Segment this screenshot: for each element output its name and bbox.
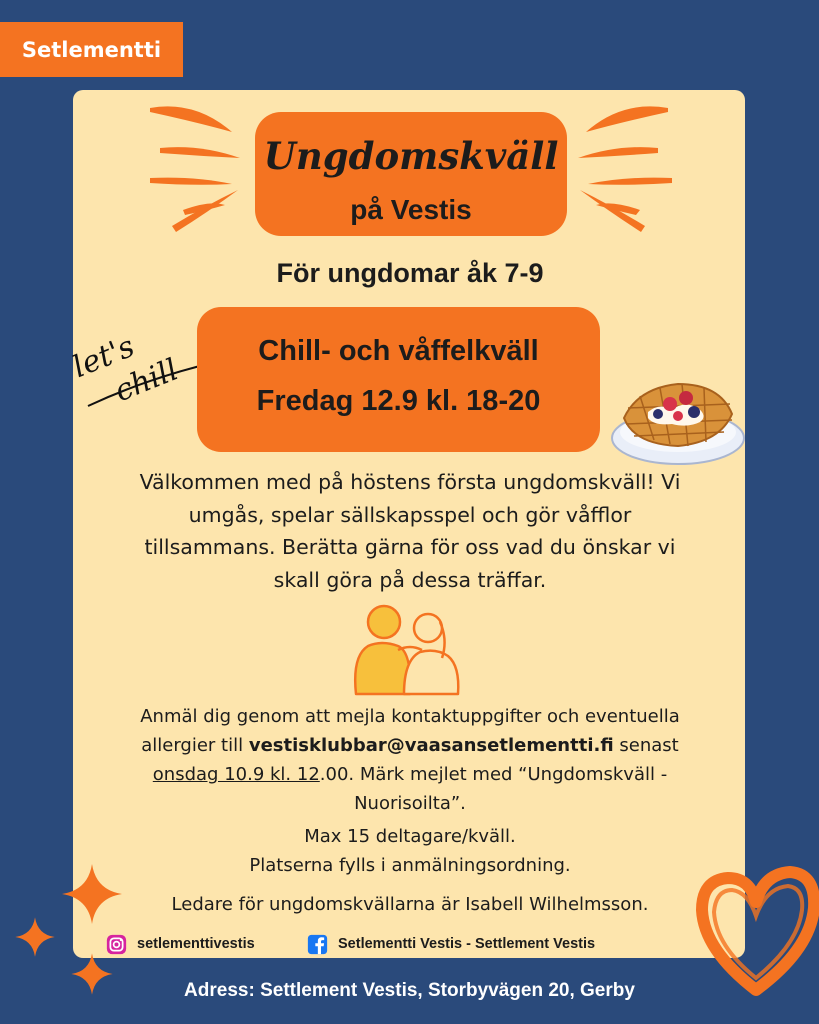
friends-illustration xyxy=(342,600,468,696)
signup-line: Anmäl dig genom att mejla kontaktuppgifter och eventuella xyxy=(140,706,680,727)
event-datetime: Fredag 12.9 kl. 18-20 xyxy=(256,385,541,417)
event-banner xyxy=(197,307,600,452)
signup-text: .00. Märk mejlet med “Ungdomskväll - xyxy=(319,764,668,785)
sparkle-icon xyxy=(14,916,56,958)
lets-chill-sticker xyxy=(68,306,218,416)
address-footer: Adress: Settlement Vestis, Storbyvägen 20, Gerby xyxy=(184,980,635,1001)
heart-icon xyxy=(694,850,819,1000)
capacity-info xyxy=(80,822,740,880)
signup-text: senast xyxy=(613,735,679,756)
capacity-line: Max 15 deltagare/kväll. xyxy=(304,826,516,847)
instagram-handle: setlementtivestis xyxy=(137,936,255,952)
page-title: Ungdomskväll xyxy=(263,134,559,178)
signup-line xyxy=(80,760,740,789)
page-subtitle: på Vestis xyxy=(350,194,472,225)
intro-line: Välkommen med på höstens första ungdomskväll! Vi xyxy=(139,470,681,494)
signup-line xyxy=(80,731,740,760)
intro-line: umgås, spelar sällskapsspel och gör våfflor xyxy=(188,502,632,527)
title-banner xyxy=(255,112,567,236)
leader-info: Ledare för ungdomskvällarna är Isabell Wilhelmsson. xyxy=(171,894,649,915)
intro-line: tillsammans. Berätta gärna för oss vad du önskar vi xyxy=(144,535,676,559)
capacity-line: Platserna fylls i anmälningsordning. xyxy=(249,855,571,876)
waffle-illustration xyxy=(608,362,748,472)
instagram-link[interactable] xyxy=(106,932,255,956)
sticker-line2: chill xyxy=(109,352,184,410)
email-link[interactable]: vestisklubbar@vaasansetlementti.fi xyxy=(248,735,614,756)
facebook-link[interactable] xyxy=(307,932,595,956)
facebook-handle: Setlementti Vestis - Settlement Vestis xyxy=(338,936,596,952)
intro-line: skall göra på dessa träffar. xyxy=(273,567,547,592)
intro-paragraph xyxy=(85,466,735,596)
signup-paragraph xyxy=(80,702,740,818)
deadline-text: onsdag 10.9 kl. 12 xyxy=(152,764,320,785)
sparkle-icon xyxy=(60,862,124,926)
facebook-icon xyxy=(307,934,328,955)
event-title: Chill- och våffelkväll xyxy=(258,335,539,367)
audience-text: För ungdomar åk 7-9 xyxy=(276,258,544,288)
brand-label: Setlementti xyxy=(0,22,183,77)
signup-text: allergier till xyxy=(141,735,249,756)
sticker-line1: let's xyxy=(68,329,140,386)
signup-line: Nuorisoilta”. xyxy=(354,793,466,814)
